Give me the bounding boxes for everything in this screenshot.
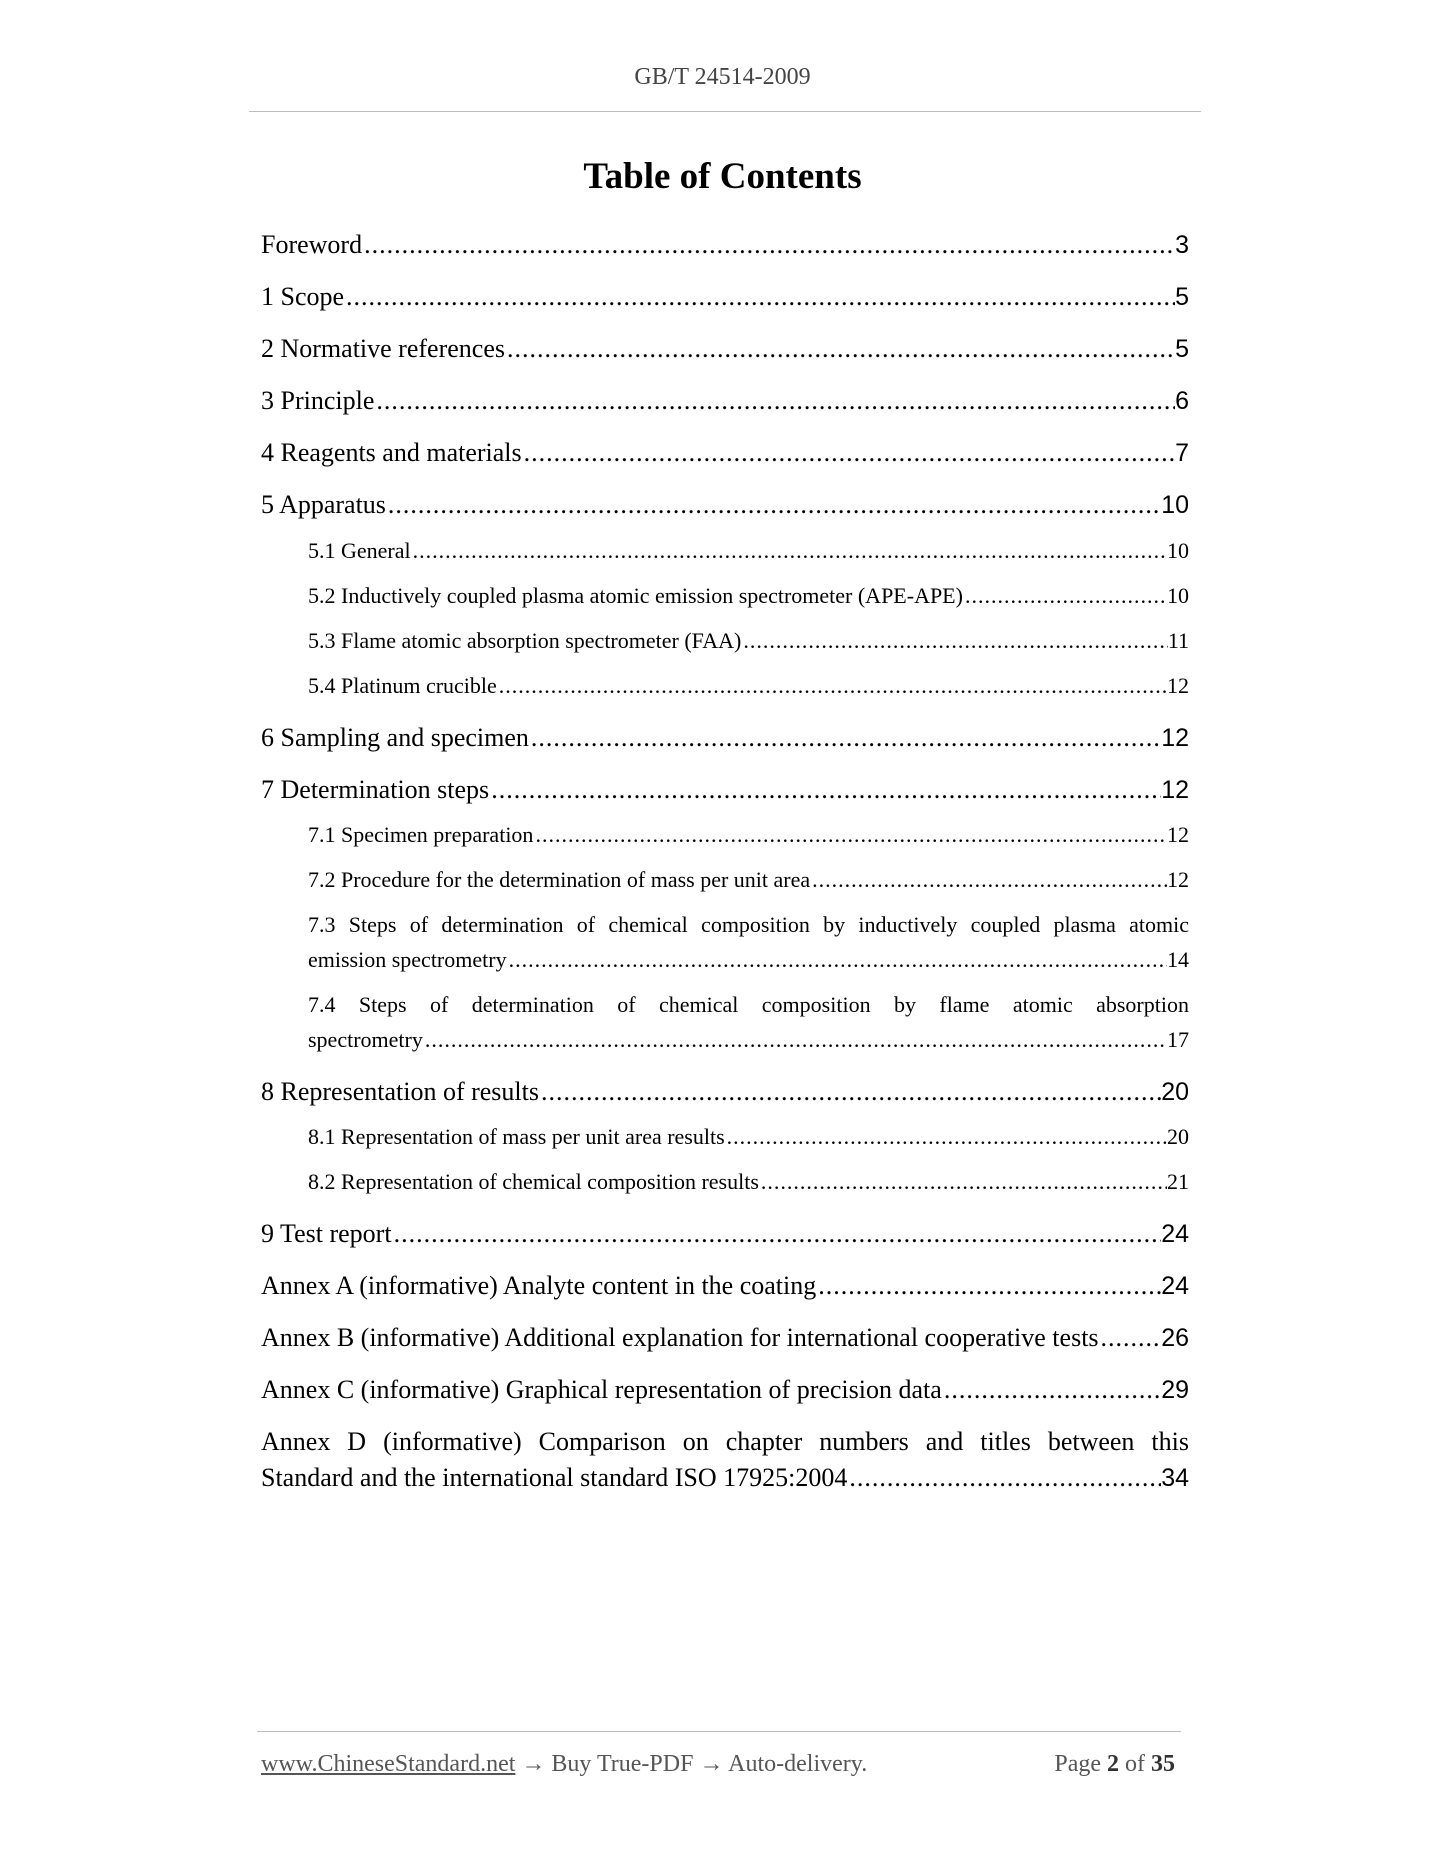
toc-entry-test-report[interactable]: 9 Test report ..... 24 — [261, 1219, 1189, 1249]
toc-entry-sampling[interactable]: 6 Sampling and specimen ..... 12 — [261, 723, 1189, 753]
toc-entry-foreword[interactable]: Foreword ..... 3 — [261, 230, 1189, 260]
toc-entry-scope[interactable]: 1 Scope ..... 5 — [261, 282, 1189, 312]
header-divider — [249, 111, 1201, 112]
toc-entry-7-1[interactable]: 7.1 Specimen preparation ..... 12 — [308, 822, 1189, 848]
arrow-icon: → — [699, 1751, 724, 1777]
toc-entry-5-1[interactable]: 5.1 General ..... 10 — [308, 538, 1189, 564]
toc-entry-normative-references[interactable]: 2 Normative references ..... 5 — [261, 334, 1189, 364]
of-label: of — [1125, 1751, 1145, 1777]
toc-entry-apparatus[interactable]: 5 Apparatus ..... 10 — [261, 490, 1189, 520]
toc-entry-annex-c[interactable]: Annex C (informative) Graphical representation of precision data ..... 29 — [261, 1375, 1189, 1405]
toc-entry-7-3-line1[interactable]: 7.3 Steps of determination of chemical composition by inductively coupled plasma atomic — [308, 912, 1189, 937]
toc-entry-annex-d-line1[interactable]: Annex D (informative) Comparison on chapter numbers and titles between this — [261, 1427, 1189, 1456]
delivery-text: Auto-delivery. — [728, 1751, 868, 1777]
toc-entry-7-3[interactable]: emission spectrometry ..... 14 — [308, 947, 1189, 973]
toc-entry-5-3[interactable]: 5.3 Flame atomic absorption spectrometer (FAA) ..... 11 — [308, 628, 1189, 654]
toc-entry-reagents[interactable]: 4 Reagents and materials ..... 7 — [261, 438, 1189, 468]
site-link[interactable]: www.ChineseStandard.net — [261, 1751, 516, 1777]
toc-entry-7-4[interactable]: spectrometry ..... 17 — [308, 1027, 1189, 1053]
toc-entry-results[interactable]: 8 Representation of results ..... 20 — [261, 1077, 1189, 1107]
toc-entry-5-4[interactable]: 5.4 Platinum crucible ..... 12 — [308, 673, 1189, 699]
footer-promo — [261, 1751, 867, 1778]
toc-entry-determination-steps[interactable]: 7 Determination steps ..... 12 — [261, 775, 1189, 805]
toc-entry-5-2[interactable]: 5.2 Inductively coupled plasma atomic emission spectrometer (APE-APE) ..... 10 — [308, 583, 1189, 609]
toc-title: Table of Contents — [583, 156, 862, 197]
buy-link[interactable]: Buy True-PDF — [551, 1751, 694, 1777]
toc-entry-annex-a[interactable]: Annex A (informative) Analyte content in the coating ..... 24 — [261, 1271, 1189, 1301]
arrow-icon: → — [521, 1751, 546, 1777]
toc-entry-7-4-line1[interactable]: 7.4 Steps of determination of chemical composition by flame atomic absorption — [308, 992, 1189, 1017]
page-label: Page — [1054, 1751, 1101, 1777]
running-header: GB/T 24514-2009 — [634, 64, 811, 90]
page-indicator — [1054, 1751, 1175, 1778]
page-total: 35 — [1151, 1751, 1175, 1777]
toc-entry-annex-b[interactable]: Annex B (informative) Additional explanation for international cooperative tests ..... 26 — [261, 1323, 1189, 1353]
toc-entry-7-2[interactable]: 7.2 Procedure for the determination of mass per unit area ..... 12 — [308, 867, 1189, 893]
page-number: 2 — [1107, 1751, 1119, 1777]
footer-divider — [257, 1731, 1181, 1732]
toc-entry-8-1[interactable]: 8.1 Representation of mass per unit area results ..... 20 — [308, 1124, 1189, 1150]
toc-entry-8-2[interactable]: 8.2 Representation of chemical composition results ..... 21 — [308, 1169, 1189, 1195]
toc-entry-principle[interactable]: 3 Principle ..... 6 — [261, 386, 1189, 416]
toc-entry-annex-d[interactable]: Standard and the international standard ISO 17925:2004 ..... 34 — [261, 1463, 1189, 1493]
